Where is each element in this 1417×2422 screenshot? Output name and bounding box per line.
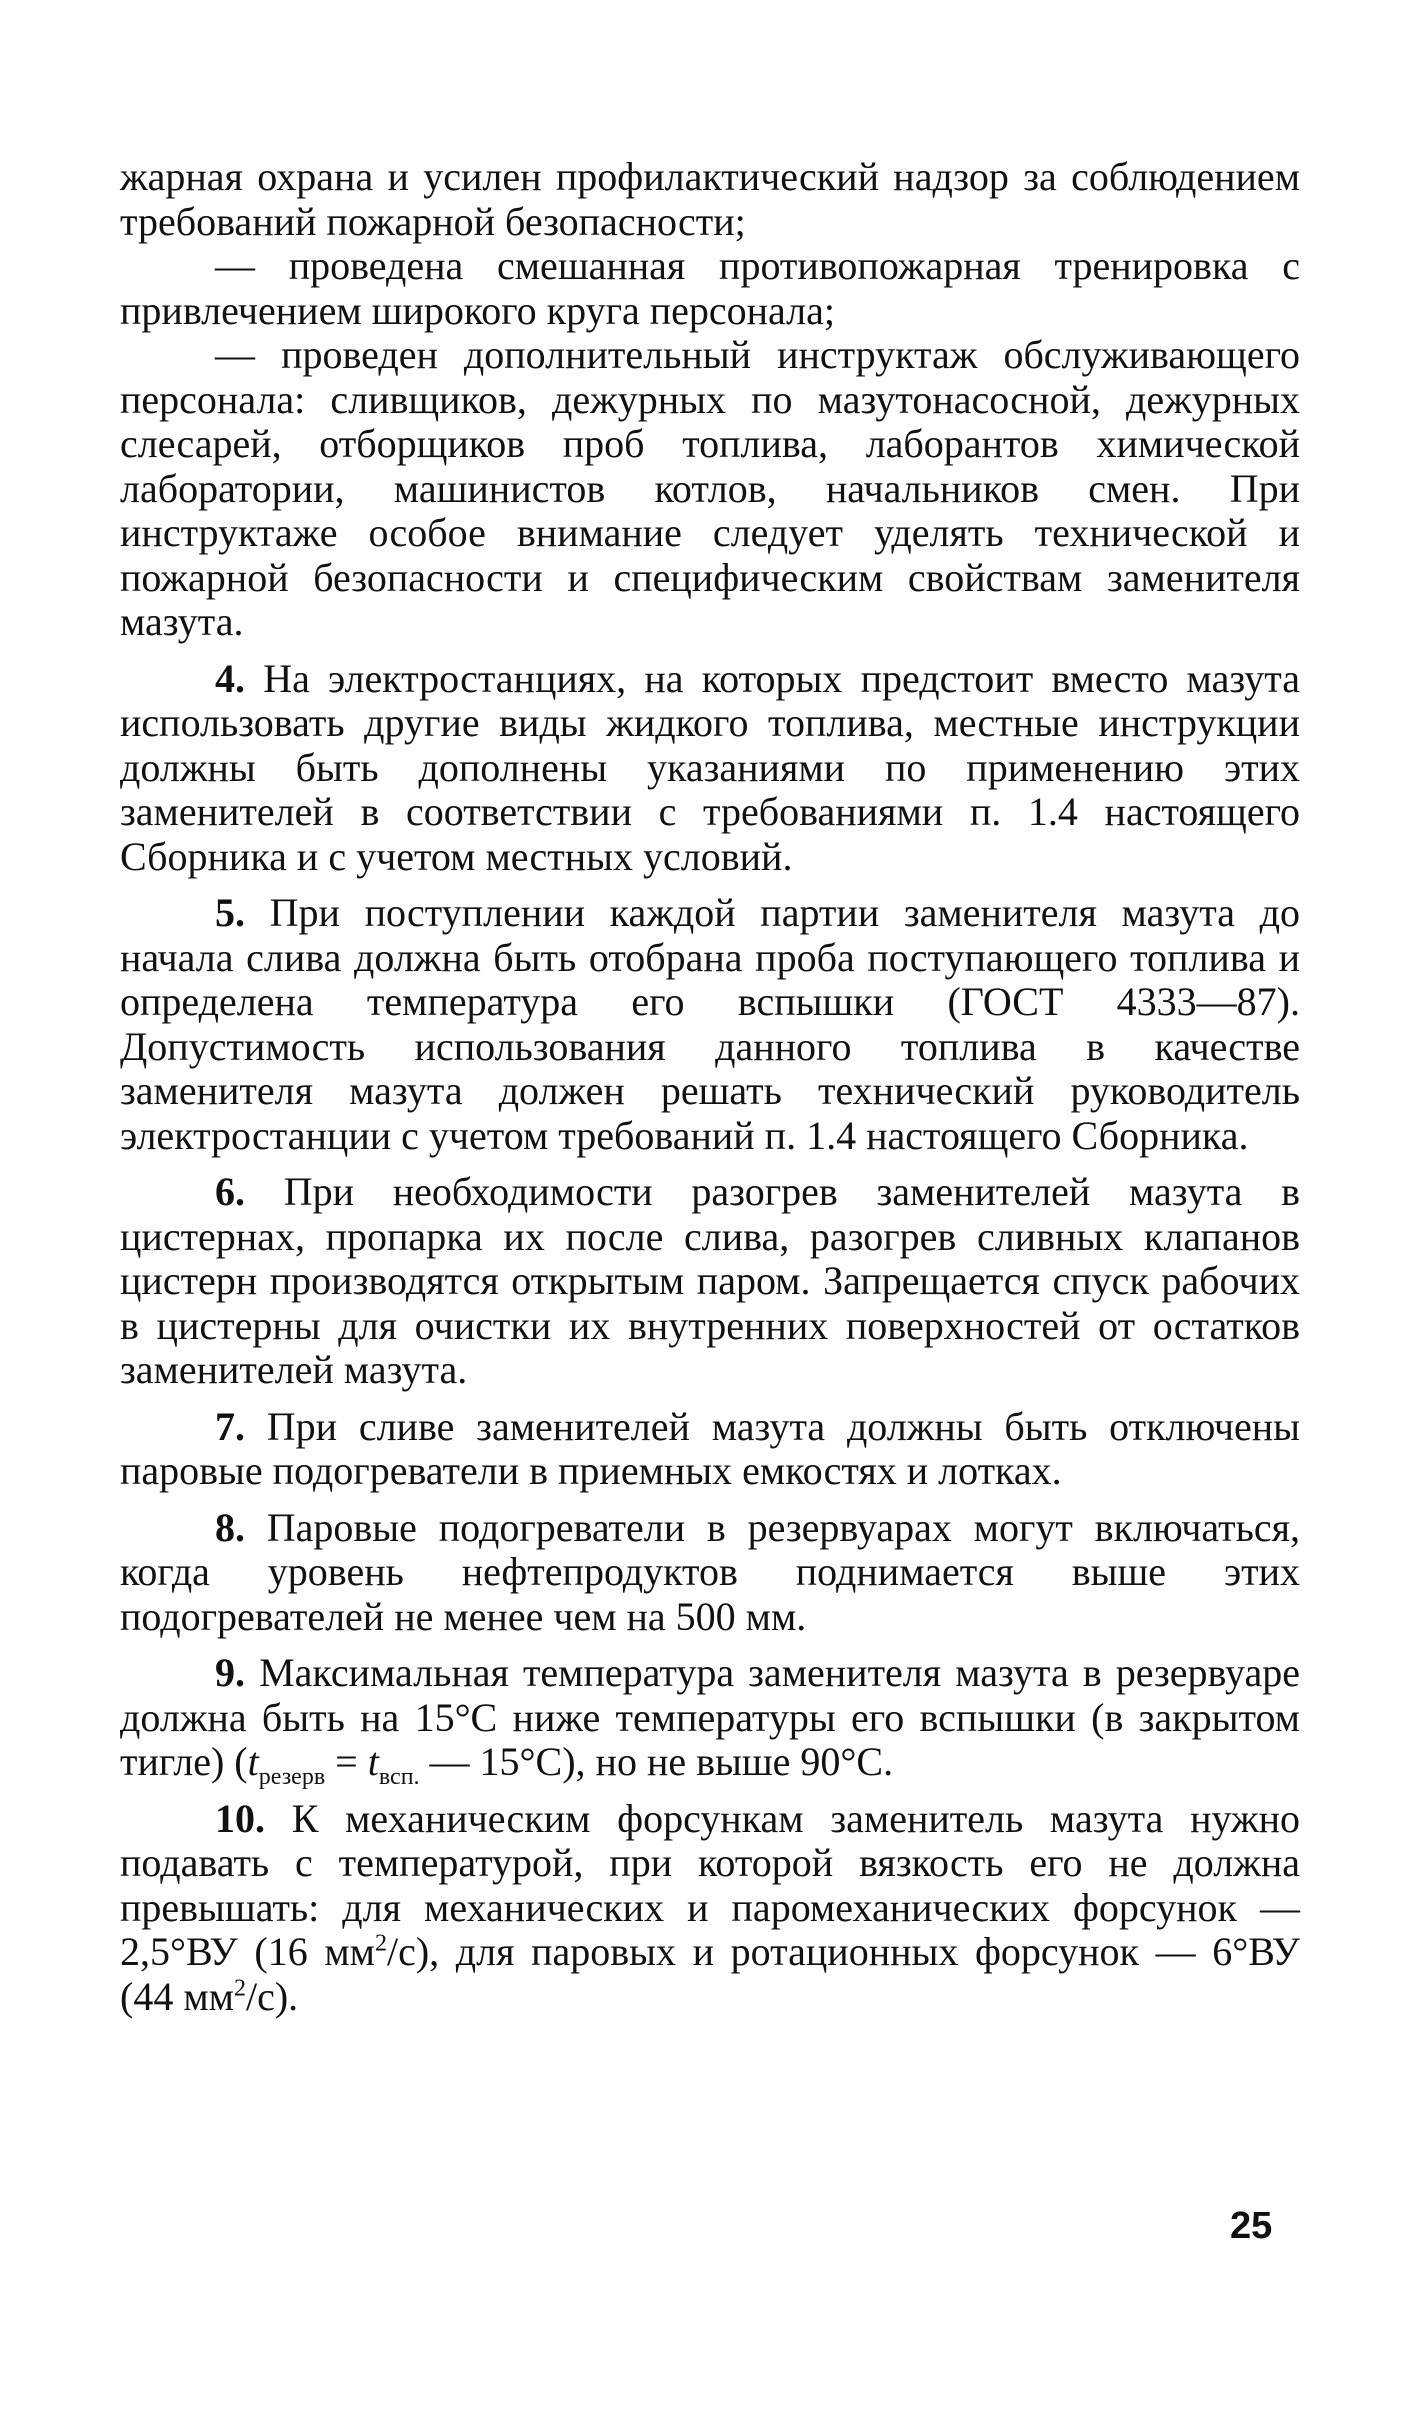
paragraph-8 <box>120 1506 1300 1640</box>
paragraph-10 <box>120 1797 1300 2020</box>
paragraph-text: При поступлении каждой партии заменителя мазута до начала слива должна быть отобрана проба поступающего топлива и определена температура его вспышки (ГОСТ 4333—87). Допустимость использования данного топлива в качестве заменителя мазута должен решать технический руководитель электростанции с учетом требований п. 1.4 настоящего Сборника. <box>120 890 1301 1158</box>
formula-variable: t <box>247 1739 259 1784</box>
paragraph-text: При необходимости разогрев заменителей мазута в цистернах, пропарка их после слива, разогрев сливных клапанов цистерн производятся открытым паром. Запрещается спуск рабочих в цистерны для очистки их внутренних поверхностей от остатков заменителей мазута. <box>120 1169 1300 1392</box>
paragraph-number: 8. <box>215 1504 245 1550</box>
paragraph-text: При сливе заменителей мазута должны быть отключены паровые подогреватели в приемных емкостях и лотках. <box>120 1403 1300 1493</box>
paragraph-text: Паровые подогреватели в резервуарах могут включаться, когда уровень нефтепродуктов поднимается выше этих подогревателей не менее чем на 500 мм. <box>120 1504 1300 1639</box>
paragraph-continuation <box>120 155 1300 244</box>
paragraph-7 <box>120 1405 1300 1494</box>
paragraph-text: — проведен дополнительный инструктаж обслуживающего персонала: сливщиков, дежурных по мазутонасосной, дежурных слесарей, отборщиков проб топлива, лаборантов химической лаборатории, машинистов котлов, начальников смен. При инструктаже особое внимание следует уделять технической и пожарной безопасности и специфическим свойствам заменителя мазута. <box>120 332 1300 644</box>
formula-variable: t <box>367 1739 379 1784</box>
formula-subscript: всп. <box>378 1764 420 1790</box>
list-item <box>120 333 1300 645</box>
unit-superscript: 2 <box>233 1975 246 2002</box>
paragraph-number: 4. <box>215 655 245 701</box>
paragraph-9 <box>120 1650 1300 1790</box>
formula-subscript: резерв <box>258 1764 326 1790</box>
paragraph-number: 7. <box>215 1403 245 1449</box>
list-item <box>120 244 1300 333</box>
paragraph-text: жарная охрана и усилен профилактический надзор за соблюдением требований пожарной безопасности; <box>120 154 1300 244</box>
paragraph-text: /с). <box>245 1973 299 2019</box>
paragraph-number: 9. <box>215 1650 245 1695</box>
paragraph-text: /с), для паровых и ротационных форсунок — 6°ВУ (44 мм <box>120 1929 1300 2019</box>
page-number: 25 <box>1230 2205 1273 2247</box>
paragraph-number: 5. <box>215 890 245 935</box>
formula-operator: = <box>325 1739 368 1784</box>
page-body <box>120 155 1300 2019</box>
paragraph-6 <box>120 1170 1300 1393</box>
paragraph-number: 10. <box>215 1795 265 1841</box>
paragraph-text: Максимальная температура заменителя мазута в резервуаре должна быть на 15°С ниже температуры его вспышки (в закрытом тигле) ( <box>120 1650 1300 1784</box>
paragraph-5 <box>120 891 1300 1158</box>
paragraph-text: — 15°С), но не выше 90°С. <box>419 1739 894 1784</box>
paragraph-4 <box>120 657 1300 880</box>
unit-superscript: 2 <box>374 1930 387 1957</box>
paragraph-text: На электростанциях, на которых предстоит вместо мазута использовать другие виды жидкого топлива, местные инструкции должны быть дополнены указаниями по применению этих заменителей в соответствии с требованиями п. 1.4 настоящего Сборника и с учетом местных условий. <box>120 655 1301 879</box>
paragraph-text: — проведена смешанная противопожарная тренировка с привлечением широкого круга персонала; <box>120 243 1300 333</box>
paragraph-number: 6. <box>215 1169 245 1214</box>
paragraph-text: К механическим форсункам заменитель мазута нужно подавать с температурой, при которой вязкость его не должна превышать: для механических и паромеханических форсунок — 2,5°ВУ (16 мм <box>120 1795 1301 1974</box>
